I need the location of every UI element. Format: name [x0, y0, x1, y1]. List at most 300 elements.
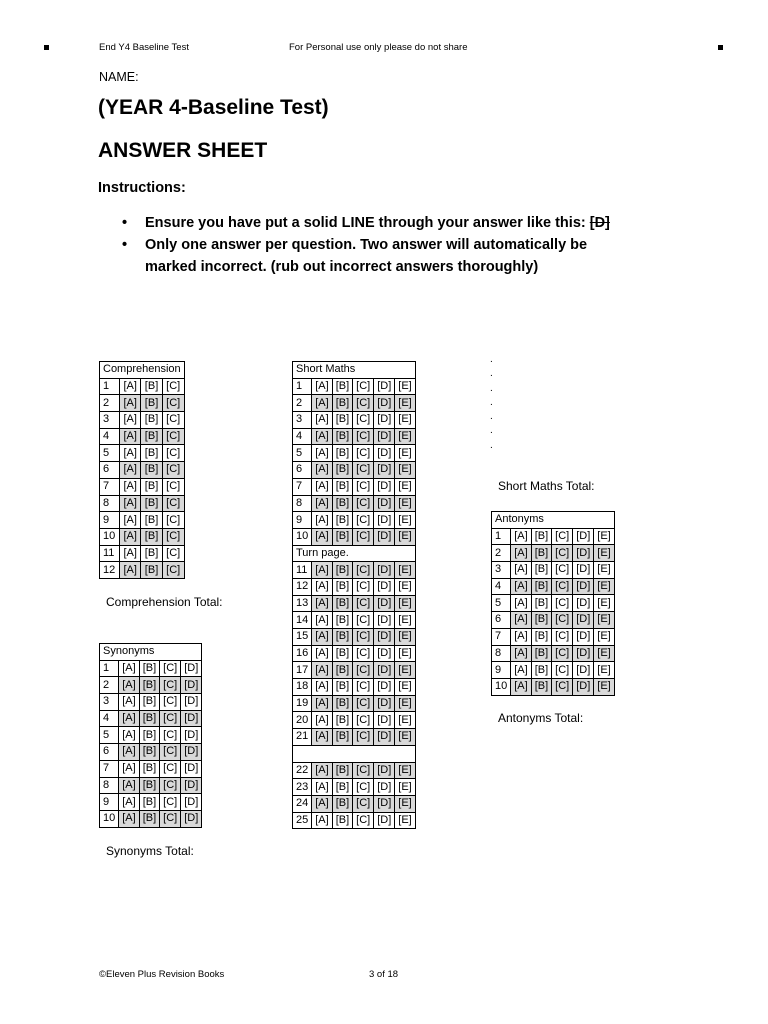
answer-row	[492, 545, 615, 562]
answer-option: [E]	[395, 428, 415, 445]
answer-option: [E]	[594, 578, 614, 595]
answer-row	[293, 428, 416, 445]
answer-option: [B]	[531, 678, 551, 695]
answer-option: [E]	[395, 595, 415, 612]
answer-option: [C]	[552, 545, 573, 562]
answer-option: [E]	[395, 812, 415, 829]
answer-option: [B]	[141, 512, 162, 529]
question-number: 7	[492, 628, 511, 645]
answer-option: [D]	[374, 612, 395, 629]
answer-option: [B]	[139, 660, 159, 677]
answer-option: [E]	[395, 679, 415, 696]
header-center-text: For Personal use only please do not share	[289, 42, 468, 53]
answer-option: [C]	[552, 612, 573, 629]
instruction-item	[120, 234, 640, 278]
answer-option: [A]	[120, 545, 141, 562]
answer-row	[293, 795, 416, 812]
answer-option: [C]	[353, 795, 374, 812]
answer-option: [A]	[120, 528, 141, 545]
question-number: 10	[492, 678, 511, 695]
spacer-row	[293, 745, 416, 762]
question-number: 12	[100, 562, 120, 579]
answer-option: [E]	[395, 662, 415, 679]
answer-option: [B]	[141, 545, 162, 562]
answer-option: [D]	[573, 562, 594, 579]
answer-option: [A]	[120, 428, 141, 445]
answer-row	[293, 478, 416, 495]
answer-row	[293, 495, 416, 512]
answer-option: [A]	[119, 777, 139, 794]
answer-row	[492, 645, 615, 662]
question-number: 21	[293, 729, 312, 746]
answer-option: [C]	[162, 562, 184, 579]
footer-copyright: ©Eleven Plus Revision Books	[99, 969, 225, 980]
answer-option: [D]	[374, 478, 395, 495]
answer-option: [C]	[353, 512, 374, 529]
answer-row	[293, 712, 416, 729]
question-number: 17	[293, 662, 312, 679]
answer-option: [A]	[312, 645, 332, 662]
header-left-marker	[44, 45, 49, 50]
answer-option: [A]	[312, 512, 332, 529]
answer-option: [C]	[353, 578, 374, 595]
question-number: 9	[492, 662, 511, 679]
answer-option: [C]	[160, 694, 181, 711]
question-number: 24	[293, 795, 312, 812]
answer-option: [C]	[552, 578, 573, 595]
answer-row	[293, 695, 416, 712]
answer-option: [D]	[181, 794, 202, 811]
table-header-row	[100, 362, 185, 379]
answer-option: [D]	[374, 812, 395, 829]
answer-option: [A]	[511, 595, 531, 612]
answer-row	[100, 694, 202, 711]
answer-option: [E]	[594, 678, 614, 695]
answer-row	[293, 679, 416, 696]
question-number: 5	[100, 727, 119, 744]
answer-option: [C]	[552, 628, 573, 645]
answer-option: [E]	[594, 612, 614, 629]
header-left-text: End Y4 Baseline Test	[99, 42, 189, 53]
answer-option: [B]	[139, 710, 159, 727]
answer-option: [A]	[312, 762, 332, 779]
answer-option: [C]	[552, 662, 573, 679]
answer-row	[492, 678, 615, 695]
answer-option: [C]	[162, 512, 184, 529]
answer-option: [C]	[160, 677, 181, 694]
question-number: 2	[100, 395, 120, 412]
answer-option: [B]	[141, 562, 162, 579]
answer-option: [E]	[395, 528, 415, 545]
answer-option: [C]	[162, 378, 184, 395]
instructions-heading: Instructions:	[98, 180, 186, 196]
question-number: 1	[293, 378, 312, 395]
answer-option: [A]	[511, 628, 531, 645]
answer-option: [E]	[594, 545, 614, 562]
answer-option: [A]	[312, 428, 332, 445]
answer-option: [A]	[119, 744, 139, 761]
answer-option: [B]	[332, 378, 352, 395]
comprehension-answer-table	[99, 361, 185, 579]
answer-option: [A]	[119, 694, 139, 711]
answer-row	[100, 777, 202, 794]
answer-option: [A]	[120, 445, 141, 462]
table-header-row	[100, 644, 202, 661]
answer-option: [C]	[162, 495, 184, 512]
answer-option: [E]	[395, 762, 415, 779]
answer-option: [C]	[353, 445, 374, 462]
answer-option: [A]	[312, 495, 332, 512]
answer-option: [E]	[395, 378, 415, 395]
answer-option: [D]	[181, 694, 202, 711]
answer-row	[100, 495, 185, 512]
table-title: Synonyms	[100, 644, 202, 661]
question-number: 2	[293, 395, 312, 412]
answer-option: [B]	[531, 528, 551, 545]
answer-option: [D]	[181, 777, 202, 794]
answer-option: [E]	[395, 495, 415, 512]
answer-option: [B]	[139, 744, 159, 761]
spacer-cell	[293, 745, 416, 762]
answer-option: [B]	[332, 712, 352, 729]
page-subtitle: ANSWER SHEET	[98, 139, 268, 162]
question-number: 5	[492, 595, 511, 612]
answer-option: [B]	[141, 528, 162, 545]
answer-option: [B]	[332, 395, 352, 412]
answer-option: [A]	[120, 495, 141, 512]
answer-option: [D]	[573, 678, 594, 695]
answer-row	[293, 629, 416, 646]
answer-option: [A]	[511, 545, 531, 562]
answer-option: [C]	[353, 645, 374, 662]
answer-option: [B]	[139, 727, 159, 744]
answer-option: [E]	[594, 645, 614, 662]
answer-option: [B]	[531, 612, 551, 629]
table-title: Antonyms	[492, 512, 615, 529]
answer-option: [B]	[531, 562, 551, 579]
answer-option: [C]	[353, 428, 374, 445]
answer-option: [E]	[594, 562, 614, 579]
answer-option: [D]	[374, 629, 395, 646]
answer-row	[492, 578, 615, 595]
answer-option: [A]	[511, 645, 531, 662]
answer-row	[293, 562, 416, 579]
question-number: 9	[100, 512, 120, 529]
answer-option: [A]	[312, 695, 332, 712]
answer-option: [A]	[312, 445, 332, 462]
answer-row	[293, 578, 416, 595]
answer-option: [C]	[160, 760, 181, 777]
answer-option: [C]	[353, 812, 374, 829]
answer-option: [C]	[162, 412, 184, 429]
answer-option: [A]	[312, 662, 332, 679]
question-number: 8	[492, 645, 511, 662]
answer-option: [A]	[511, 678, 531, 695]
table-header-row	[293, 362, 416, 379]
question-number: 4	[492, 578, 511, 595]
answer-row	[293, 595, 416, 612]
answer-option: [B]	[332, 462, 352, 479]
answer-row	[100, 545, 185, 562]
answer-option: [B]	[139, 760, 159, 777]
answer-option: [A]	[120, 478, 141, 495]
answer-option: [C]	[162, 528, 184, 545]
instructions-list	[120, 212, 640, 278]
answer-row	[293, 528, 416, 545]
question-number: 1	[100, 660, 119, 677]
answer-option: [C]	[353, 378, 374, 395]
answer-option: [A]	[312, 412, 332, 429]
answer-option: [D]	[573, 545, 594, 562]
answer-option: [D]	[573, 578, 594, 595]
question-number: 4	[100, 710, 119, 727]
answer-option: [B]	[332, 595, 352, 612]
answer-option: [B]	[531, 595, 551, 612]
question-number: 3	[100, 412, 120, 429]
question-number: 8	[100, 777, 119, 794]
answer-option: [D]	[374, 762, 395, 779]
answer-option: [B]	[332, 612, 352, 629]
answer-row	[492, 595, 615, 612]
short-maths-total-label: Short Maths Total:	[498, 479, 595, 493]
answer-option: [A]	[312, 562, 332, 579]
question-number: 6	[100, 744, 119, 761]
antonyms-total-label: Antonyms Total:	[498, 711, 584, 725]
answer-row	[293, 462, 416, 479]
answer-row	[293, 645, 416, 662]
answer-row	[100, 445, 185, 462]
answer-option: [B]	[332, 445, 352, 462]
answer-option: [A]	[312, 528, 332, 545]
answer-option: [B]	[139, 777, 159, 794]
answer-row	[100, 378, 185, 395]
bullet-icon: •	[122, 215, 128, 231]
answer-option: [C]	[353, 729, 374, 746]
answer-option: [B]	[531, 662, 551, 679]
answer-row	[100, 428, 185, 445]
answer-option: [D]	[374, 729, 395, 746]
answer-option: [C]	[353, 595, 374, 612]
answer-option: [A]	[119, 810, 139, 827]
instruction-text: Only one answer per question. Two answer will automatically be marked incorrect. (rub out incorrect answers thoroughly)	[145, 237, 588, 275]
short-maths-answer-table	[292, 361, 416, 829]
answer-option: [B]	[139, 810, 159, 827]
dot-leaders: . . . . . . .	[490, 354, 493, 451]
answer-row	[100, 512, 185, 529]
answer-option: [B]	[332, 812, 352, 829]
answer-option: [D]	[374, 712, 395, 729]
answer-option: [E]	[395, 779, 415, 796]
answer-option: [C]	[552, 678, 573, 695]
antonyms-answer-table	[491, 511, 615, 696]
answer-row	[100, 395, 185, 412]
answer-option: [A]	[312, 712, 332, 729]
answer-option: [C]	[353, 528, 374, 545]
answer-option: [D]	[374, 495, 395, 512]
answer-option: [C]	[353, 695, 374, 712]
answer-option: [B]	[141, 495, 162, 512]
answer-option: [A]	[312, 478, 332, 495]
answer-option: [B]	[531, 578, 551, 595]
question-number: 6	[100, 462, 120, 479]
answer-option: [B]	[332, 412, 352, 429]
answer-option: [C]	[353, 562, 374, 579]
answer-option: [D]	[573, 612, 594, 629]
answer-row	[293, 779, 416, 796]
question-number: 16	[293, 645, 312, 662]
answer-option: [E]	[395, 629, 415, 646]
answer-option: [C]	[353, 779, 374, 796]
answer-option: [C]	[552, 528, 573, 545]
answer-row	[492, 562, 615, 579]
question-number: 9	[100, 794, 119, 811]
synonyms-answer-table	[99, 643, 202, 828]
answer-option: [D]	[374, 528, 395, 545]
question-number: 7	[100, 478, 120, 495]
question-number: 5	[293, 445, 312, 462]
instruction-item	[120, 212, 640, 234]
answer-option: [D]	[374, 662, 395, 679]
answer-option: [B]	[332, 428, 352, 445]
question-number: 19	[293, 695, 312, 712]
answer-option: [B]	[332, 779, 352, 796]
answer-option: [D]	[374, 795, 395, 812]
table-title: Short Maths	[293, 362, 416, 379]
answer-row	[100, 528, 185, 545]
answer-option: [A]	[312, 812, 332, 829]
name-label: NAME:	[99, 70, 139, 84]
question-number: 10	[100, 528, 120, 545]
answer-option: [A]	[119, 660, 139, 677]
answer-row	[293, 445, 416, 462]
question-number: 4	[100, 428, 120, 445]
answer-option: [D]	[181, 727, 202, 744]
question-number: 14	[293, 612, 312, 629]
answer-option: [B]	[332, 729, 352, 746]
answer-option: [C]	[162, 462, 184, 479]
answer-option: [A]	[312, 729, 332, 746]
question-number: 2	[492, 545, 511, 562]
answer-row	[293, 395, 416, 412]
answer-option: [C]	[160, 710, 181, 727]
question-number: 7	[100, 760, 119, 777]
answer-row	[492, 662, 615, 679]
answer-option: [A]	[120, 512, 141, 529]
answer-option: [E]	[395, 695, 415, 712]
question-number: 6	[492, 612, 511, 629]
question-number: 20	[293, 712, 312, 729]
answer-option: [A]	[120, 378, 141, 395]
question-number: 11	[293, 562, 312, 579]
answer-row	[492, 528, 615, 545]
answer-option: [A]	[511, 612, 531, 629]
answer-option: [A]	[312, 378, 332, 395]
question-number: 25	[293, 812, 312, 829]
answer-option: [C]	[353, 762, 374, 779]
question-number: 4	[293, 428, 312, 445]
question-number: 11	[100, 545, 120, 562]
answer-option: [D]	[374, 445, 395, 462]
answer-option: [E]	[594, 595, 614, 612]
answer-option: [A]	[119, 677, 139, 694]
answer-option: [D]	[374, 679, 395, 696]
answer-option: [A]	[119, 727, 139, 744]
answer-option: [A]	[511, 562, 531, 579]
answer-option: [B]	[141, 462, 162, 479]
question-number: 6	[293, 462, 312, 479]
answer-option: [A]	[119, 794, 139, 811]
answer-option: [B]	[332, 512, 352, 529]
question-number: 22	[293, 762, 312, 779]
question-number: 3	[293, 412, 312, 429]
bullet-icon: •	[122, 237, 128, 253]
answer-option: [A]	[119, 710, 139, 727]
answer-option: [C]	[552, 645, 573, 662]
answer-option: [A]	[511, 578, 531, 595]
answer-row	[100, 794, 202, 811]
answer-option: [D]	[374, 695, 395, 712]
answer-option: [C]	[353, 679, 374, 696]
answer-row	[293, 662, 416, 679]
answer-option: [E]	[395, 712, 415, 729]
answer-option: [A]	[119, 760, 139, 777]
answer-option: [D]	[374, 562, 395, 579]
answer-option: [A]	[312, 612, 332, 629]
table-header-row	[492, 512, 615, 529]
answer-row	[100, 727, 202, 744]
question-number: 13	[293, 595, 312, 612]
answer-option: [E]	[594, 628, 614, 645]
answer-option: [C]	[162, 478, 184, 495]
answer-option: [E]	[395, 612, 415, 629]
answer-option: [C]	[353, 495, 374, 512]
answer-option: [B]	[332, 629, 352, 646]
answer-option: [E]	[395, 445, 415, 462]
answer-row	[100, 660, 202, 677]
question-number: 8	[100, 495, 120, 512]
answer-option: [B]	[139, 794, 159, 811]
question-number: 9	[293, 512, 312, 529]
answer-option: [E]	[594, 528, 614, 545]
answer-option: [D]	[181, 744, 202, 761]
answer-option: [B]	[332, 495, 352, 512]
question-number: 3	[492, 562, 511, 579]
instruction-text: Ensure you have put a solid LINE through your answer like this:	[145, 215, 590, 231]
answer-row	[100, 810, 202, 827]
answer-option: [B]	[332, 695, 352, 712]
answer-row	[293, 762, 416, 779]
answer-option: [C]	[162, 545, 184, 562]
answer-option: [C]	[353, 712, 374, 729]
answer-option: [C]	[353, 412, 374, 429]
answer-option: [B]	[332, 679, 352, 696]
answer-option: [A]	[312, 578, 332, 595]
answer-row	[293, 512, 416, 529]
answer-option: [B]	[531, 545, 551, 562]
answer-option: [A]	[120, 462, 141, 479]
answer-option: [D]	[374, 378, 395, 395]
answer-option: [C]	[162, 395, 184, 412]
answer-option: [B]	[332, 578, 352, 595]
answer-row	[293, 412, 416, 429]
answer-row	[100, 462, 185, 479]
answer-option: [E]	[395, 462, 415, 479]
answer-option: [A]	[312, 395, 332, 412]
answer-option: [D]	[374, 428, 395, 445]
page-title: (YEAR 4-Baseline Test)	[98, 96, 329, 119]
answer-option: [D]	[374, 779, 395, 796]
answer-option: [D]	[374, 395, 395, 412]
